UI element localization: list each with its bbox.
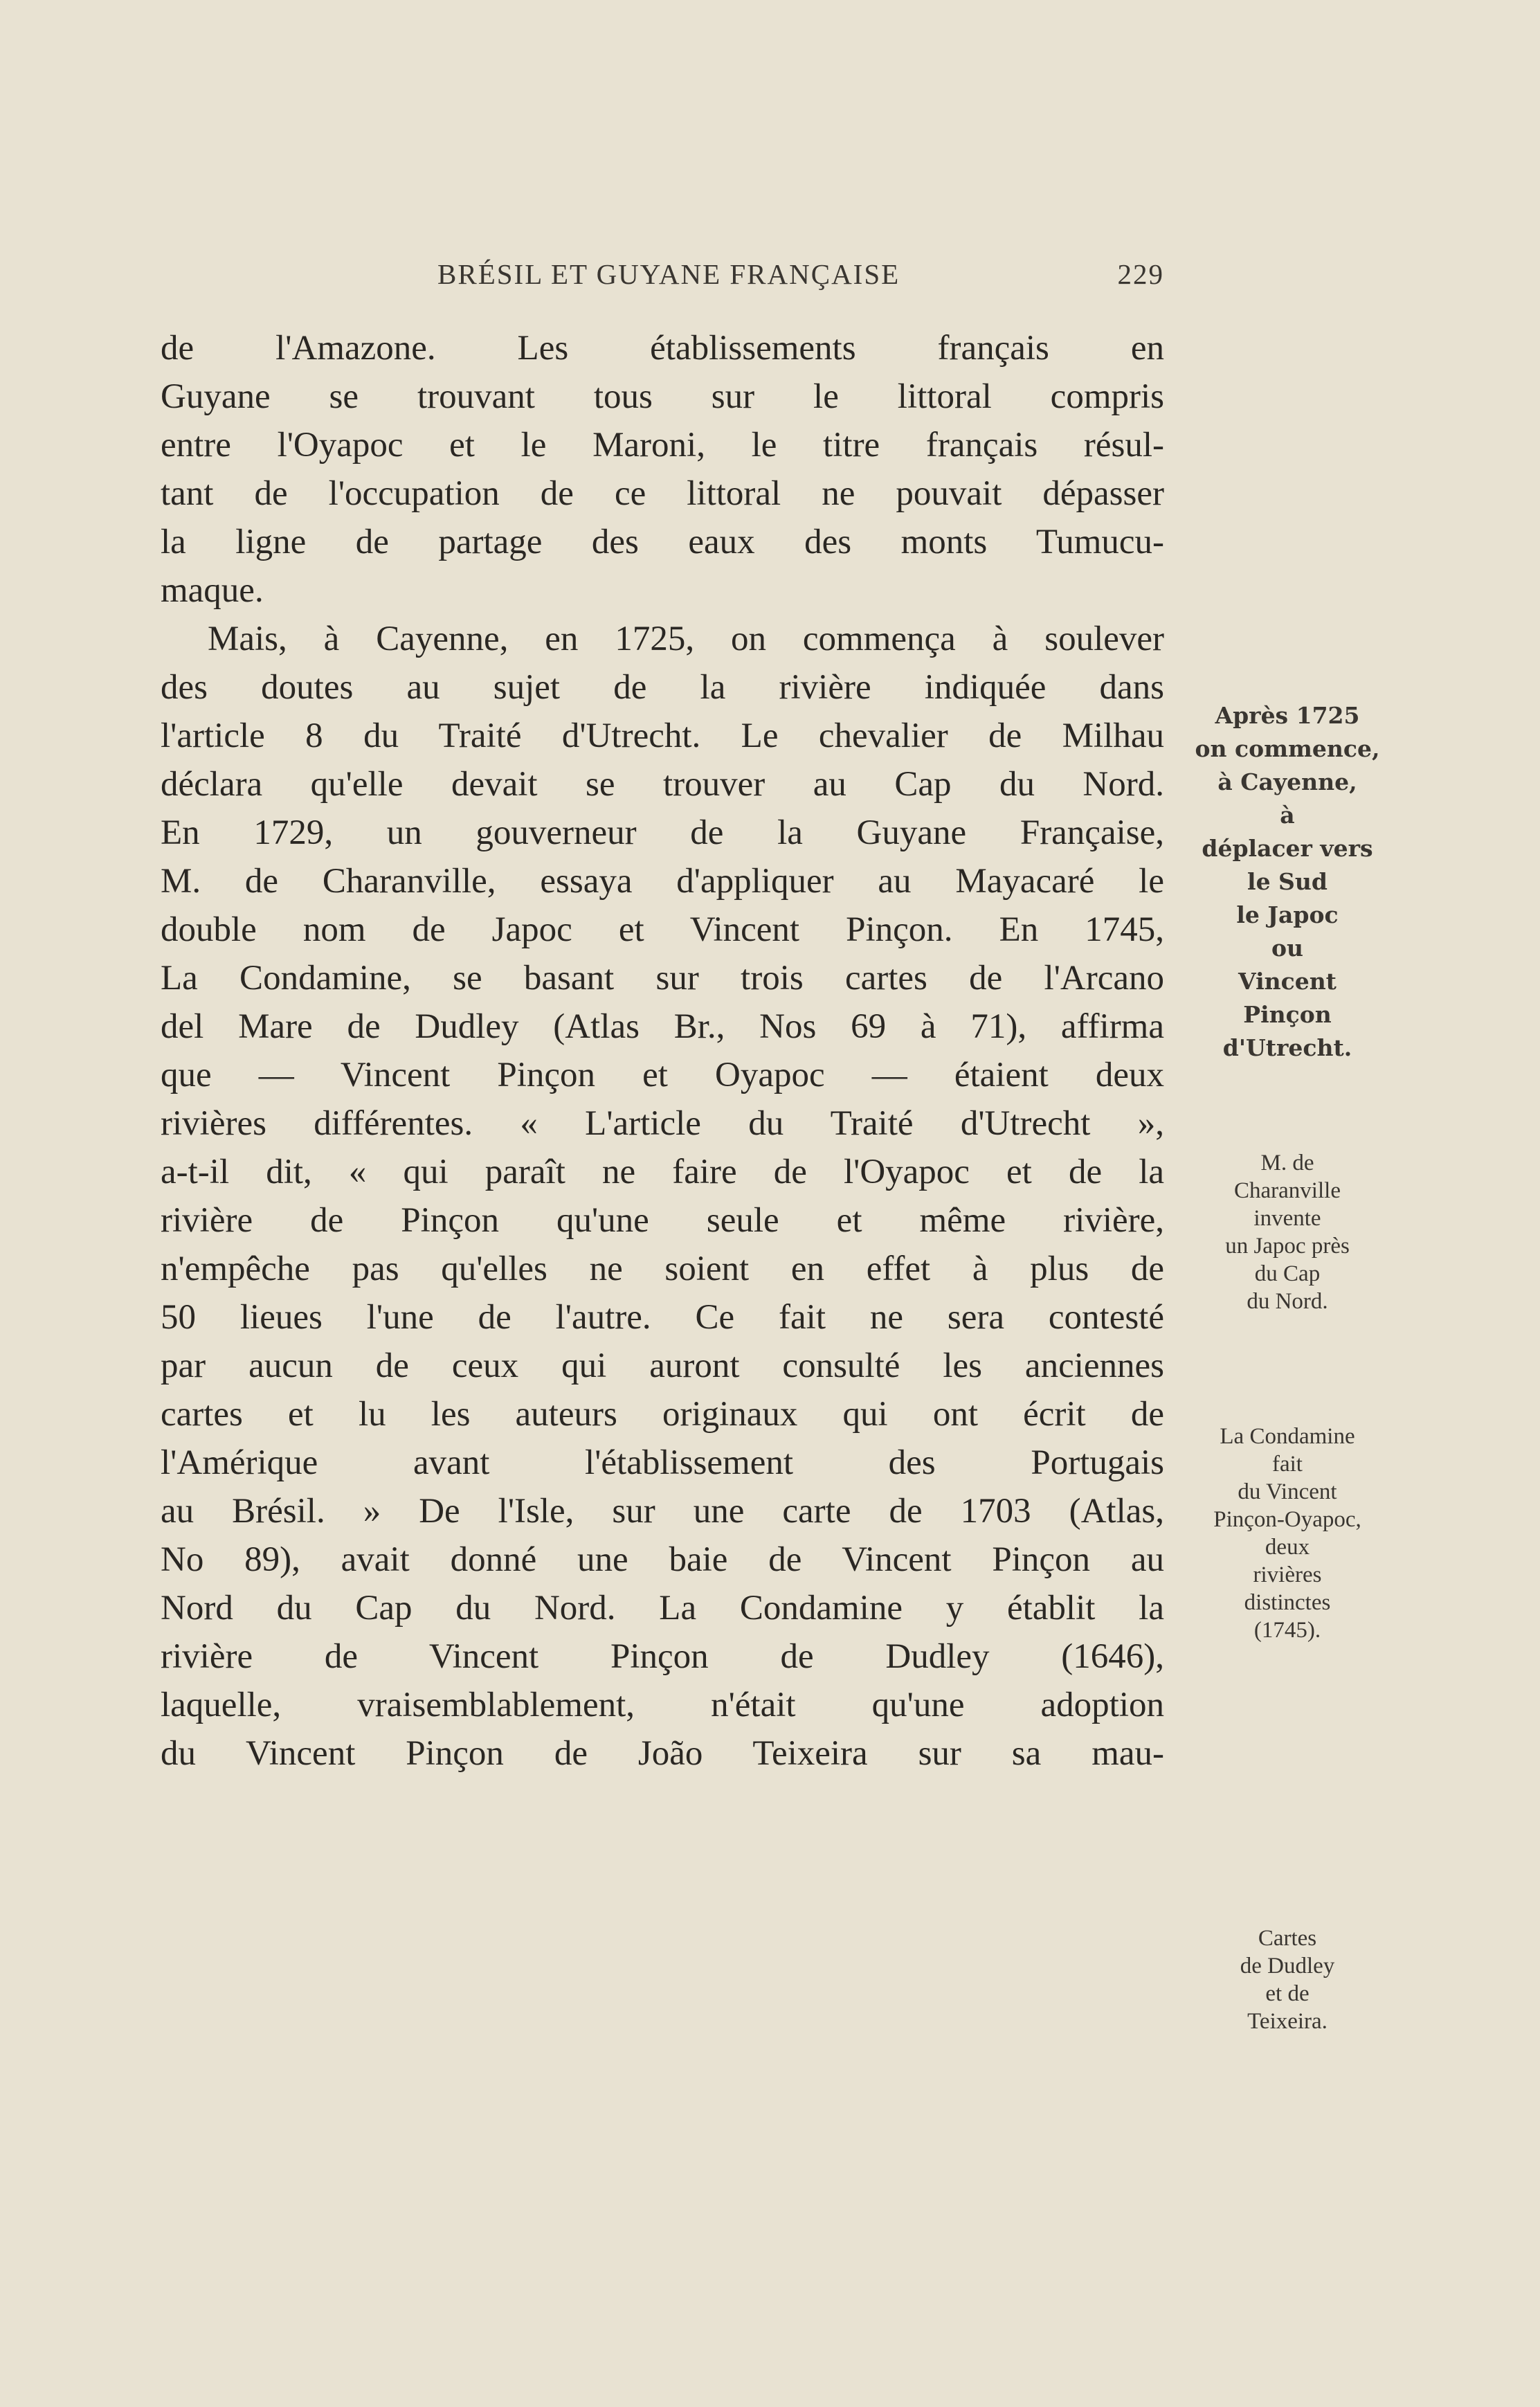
text-line: la ligne de partage des eaux des monts Tumucu- — [161, 523, 1164, 561]
text-line: l'Amérique avant l'établissement des Portugais — [161, 1443, 1164, 1482]
text-line: que — Vincent Pinçon et Oyapoc — étaient deux — [161, 1056, 1164, 1094]
margin-note-dudley-teixeira: Cartes de Dudley et de Teixeira. — [1240, 1926, 1335, 2034]
page-number: 229 — [1117, 258, 1164, 290]
text-line: del Mare de Dudley (Atlas Br., Nos 69 à 71), affirma — [161, 1007, 1164, 1046]
text-line: maque. — [161, 571, 264, 610]
text-line: La Condamine, se basant sur trois cartes de l'Arcano — [161, 959, 1164, 998]
text-line: Nord du Cap du Nord. La Condamine y établit la — [161, 1589, 1164, 1628]
margin-note-after-1725: Après 1725 on commence, à Cayenne, à déplacer vers le Sud le Japoc ou Vincent Pinçon d'Utrecht. — [1195, 702, 1380, 1061]
text-line: de l'Amazone. Les établissements français en — [161, 329, 1164, 368]
text-line: du Vincent Pinçon de João Teixeira sur sa mau- — [161, 1734, 1164, 1773]
text-line: M. de Charanville, essaya d'appliquer au Mayacaré le — [161, 862, 1164, 901]
text-line: No 89), avait donné une baie de Vincent Pinçon au — [161, 1540, 1164, 1579]
text-line: l'article 8 du Traité d'Utrecht. Le chevalier de Milhau — [161, 716, 1164, 755]
text-line: rivière de Vincent Pinçon de Dudley (1646), — [161, 1637, 1164, 1676]
text-line: tant de l'occupation de ce littoral ne pouvait dépasser — [161, 474, 1164, 513]
text-line: Mais, à Cayenne, en 1725, on commença à soulever — [208, 620, 1164, 658]
text-line: au Brésil. » De l'Isle, sur une carte de 1703 (Atlas, — [161, 1492, 1164, 1531]
text-line: cartes et lu les auteurs originaux qui ont écrit de — [161, 1395, 1164, 1434]
text-line: déclara qu'elle devait se trouver au Cap du Nord. — [161, 765, 1164, 804]
text-line: a-t-il dit, « qui paraît ne faire de l'Oyapoc et de la — [161, 1153, 1164, 1191]
text-line: par aucun de ceux qui auront consulté les anciennes — [161, 1346, 1164, 1385]
text-line: En 1729, un gouverneur de la Guyane Française, — [161, 813, 1164, 852]
main-text — [161, 324, 1164, 1778]
running-head-title: BRÉSIL ET GUYANE FRANÇAISE — [437, 258, 900, 290]
text-line: des doutes au sujet de la rivière indiquée dans — [161, 668, 1164, 707]
margin-note-charanville: M. de Charanville invente un Japoc près du Cap du Nord. — [1225, 1151, 1350, 1314]
text-line: double nom de Japoc et Vincent Pinçon. En 1745, — [161, 910, 1164, 949]
text-line: rivière de Pinçon qu'une seule et même rivière, — [161, 1201, 1164, 1240]
running-head — [161, 252, 1164, 294]
text-line: Guyane se trouvant tous sur le littoral compris — [161, 377, 1164, 416]
margin-note-condamine: La Condamine fait du Vincent Pinçon-Oyapoc, deux rivières distinctes (1745). — [1213, 1424, 1361, 1643]
text-line: laquelle, vraisemblablement, n'était qu'une adoption — [161, 1686, 1164, 1724]
text-line: entre l'Oyapoc et le Maroni, le titre français résul- — [161, 426, 1164, 465]
text-line: rivières différentes. « L'article du Traité d'Utrecht », — [161, 1104, 1164, 1143]
text-line: 50 lieues l'une de l'autre. Ce fait ne sera contesté — [161, 1298, 1164, 1337]
text-line: n'empêche pas qu'elles ne soient en effet à plus de — [161, 1250, 1164, 1288]
